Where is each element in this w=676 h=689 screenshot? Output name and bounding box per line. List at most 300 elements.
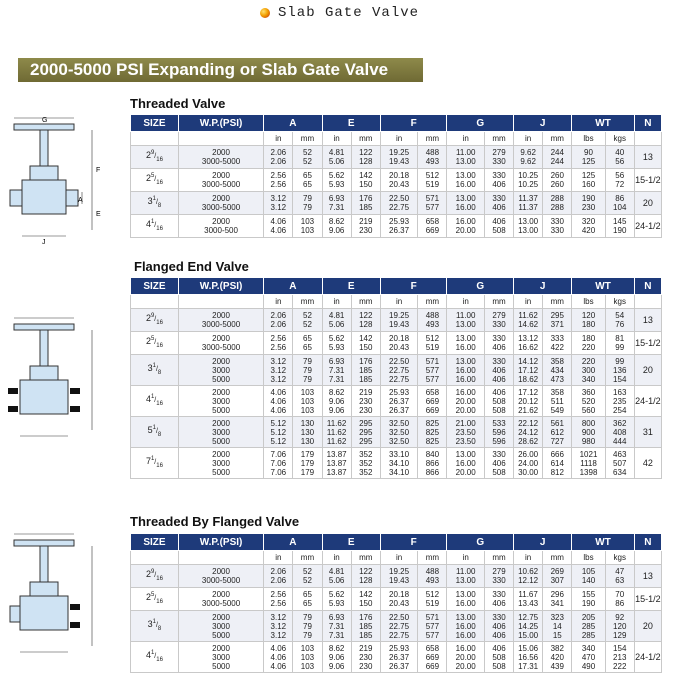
value-cell: 16.00 20.00 20.00 xyxy=(447,642,484,673)
dim-label-g: G xyxy=(42,117,48,124)
value-cell: 19.25 19.43 xyxy=(380,146,417,169)
unit-label: in xyxy=(514,295,543,309)
table-row xyxy=(131,355,662,386)
unit-label: kgs xyxy=(605,551,634,565)
size-numerator: 1 xyxy=(152,196,156,203)
value-cell: 13.00 13.00 xyxy=(514,215,543,238)
size-numerator: 1 xyxy=(150,219,155,226)
unit-label: in xyxy=(322,551,351,565)
value-cell: 330 330 xyxy=(543,215,572,238)
column-header-f: F xyxy=(380,115,447,132)
value-cell: 8.62 9.06 9.06 xyxy=(322,386,351,417)
value-cell: 330 406 xyxy=(484,332,513,355)
empty-cell xyxy=(178,295,263,309)
table-row xyxy=(131,215,662,238)
value-cell: 13.00 16.00 20.00 xyxy=(447,448,484,479)
value-cell: 512 519 xyxy=(418,169,447,192)
size-cell xyxy=(131,565,179,588)
value-cell: 8.62 9.06 9.06 xyxy=(322,642,351,673)
value-cell: 56 72 xyxy=(605,169,634,192)
size-numerator: 9 xyxy=(150,150,155,157)
value-cell: 4.06 4.06 4.06 xyxy=(264,386,293,417)
value-cell: 10.62 12.12 xyxy=(514,565,543,588)
size-denominator: 8 xyxy=(157,431,162,438)
wp-cell: 2000 3000-5000 xyxy=(178,146,263,169)
column-header-size: SIZE xyxy=(131,115,179,132)
value-cell: 13.00 16.00 xyxy=(447,192,484,215)
unit-label: mm xyxy=(484,551,513,565)
value-cell: 105 140 xyxy=(572,565,605,588)
value-cell: 269 307 xyxy=(543,565,572,588)
spec-table xyxy=(130,533,662,673)
size-whole: 4 xyxy=(145,394,151,405)
column-header-a: A xyxy=(264,534,322,551)
table-row xyxy=(131,417,662,448)
size-cell xyxy=(131,309,179,332)
empty-cell xyxy=(131,551,179,565)
value-cell: 330 406 xyxy=(484,192,513,215)
threaded-valve-drawing-icon xyxy=(6,112,110,248)
size-denominator: 16 xyxy=(156,656,163,663)
value-cell: 79 79 xyxy=(293,192,322,215)
value-cell: 142 150 xyxy=(351,588,380,611)
size-cell xyxy=(131,169,179,192)
column-header-j: J xyxy=(514,115,572,132)
page-header xyxy=(260,4,419,22)
value-cell: 5.62 5.93 xyxy=(322,332,351,355)
value-cell: 13.00 16.00 xyxy=(447,588,484,611)
wp-cell: 2000 3000-5000 xyxy=(178,169,263,192)
wp-cell: 2000 3000-5000 xyxy=(178,332,263,355)
value-cell: 103 103 xyxy=(293,215,322,238)
bullet-icon xyxy=(260,8,270,18)
value-cell: 333 422 xyxy=(543,332,572,355)
flanged-valve-drawing-icon xyxy=(6,312,110,448)
n-cell: 15-1/2 xyxy=(634,169,661,192)
table-row xyxy=(131,565,662,588)
unit-label: mm xyxy=(293,551,322,565)
value-cell: 296 341 xyxy=(543,588,572,611)
size-cell xyxy=(131,215,179,238)
value-cell: 4.81 5.06 xyxy=(322,565,351,588)
size-denominator: 16 xyxy=(156,319,163,326)
unit-label: mm xyxy=(484,295,513,309)
section-title: Flanged End Valve xyxy=(134,259,249,274)
value-cell: 8.62 9.06 xyxy=(322,215,351,238)
dim-label-e: E xyxy=(96,211,101,218)
value-cell: 190 230 xyxy=(572,192,605,215)
value-cell: 360 520 560 xyxy=(572,386,605,417)
value-cell: 19.25 19.43 xyxy=(380,309,417,332)
value-cell: 330 406 406 xyxy=(484,611,513,642)
value-cell: 11.62 11.62 11.62 xyxy=(322,417,351,448)
size-whole: 7 xyxy=(145,456,151,467)
wp-cell: 2000 3000 5000 xyxy=(178,448,263,479)
size-numerator: 9 xyxy=(150,569,155,576)
n-cell: 13 xyxy=(634,146,661,169)
wp-cell: 2000 3000-5000 xyxy=(178,192,263,215)
value-cell: 13.00 16.00 xyxy=(447,332,484,355)
value-cell: 52 52 xyxy=(293,146,322,169)
value-cell: 17.12 20.12 21.62 xyxy=(514,386,543,417)
value-cell: 180 220 xyxy=(572,332,605,355)
table-row xyxy=(131,386,662,417)
value-cell: 2.06 2.06 xyxy=(264,309,293,332)
size-cell xyxy=(131,386,179,417)
value-cell: 6.93 7.31 7.31 xyxy=(322,355,351,386)
table-row xyxy=(131,642,662,673)
value-cell: 122 128 xyxy=(351,309,380,332)
value-cell: 22.12 24.12 28.62 xyxy=(514,417,543,448)
column-header-wt: WT xyxy=(572,278,634,295)
size-cell xyxy=(131,588,179,611)
fraction-slash: / xyxy=(155,199,158,207)
value-cell: 488 493 xyxy=(418,146,447,169)
value-cell: 20.18 20.43 xyxy=(380,169,417,192)
unit-label: in xyxy=(264,132,293,146)
column-header-f: F xyxy=(380,534,447,551)
size-denominator: 16 xyxy=(156,462,163,469)
unit-label: mm xyxy=(418,551,447,565)
size-denominator: 16 xyxy=(156,400,163,407)
value-cell: 122 128 xyxy=(351,565,380,588)
value-cell: 10.25 10.25 xyxy=(514,169,543,192)
size-cell xyxy=(131,192,179,215)
value-cell: 2.56 2.56 xyxy=(264,169,293,192)
table-row xyxy=(131,309,662,332)
value-cell: 11.00 13.00 xyxy=(447,146,484,169)
size-cell xyxy=(131,642,179,673)
size-numerator: 1 xyxy=(152,619,156,626)
column-header-wt: WT xyxy=(572,534,634,551)
wp-cell: 2000 3000 5000 xyxy=(178,417,263,448)
column-header-j: J xyxy=(514,278,572,295)
fraction-slash: / xyxy=(155,366,158,374)
fraction-slash: / xyxy=(154,316,157,324)
value-cell: 840 866 866 xyxy=(418,448,447,479)
fraction-slash: / xyxy=(154,222,157,230)
value-cell: 92 120 129 xyxy=(605,611,634,642)
value-cell: 99 136 154 xyxy=(605,355,634,386)
fraction-slash: / xyxy=(155,622,158,630)
value-cell: 22.50 22.75 22.75 xyxy=(380,611,417,642)
value-cell: 320 420 xyxy=(572,215,605,238)
value-cell: 103 103 103 xyxy=(293,642,322,673)
column-header-wp: W.P.(PSI) xyxy=(178,534,263,551)
value-cell: 358 434 473 xyxy=(543,355,572,386)
table-row xyxy=(131,448,662,479)
value-cell: 79 79 79 xyxy=(293,355,322,386)
column-header-e: E xyxy=(322,278,380,295)
column-header-e: E xyxy=(322,115,380,132)
value-cell: 2.56 2.56 xyxy=(264,588,293,611)
value-cell: 11.67 13.43 xyxy=(514,588,543,611)
value-cell: 13.00 16.00 16.00 xyxy=(447,355,484,386)
wp-cell: 2000 3000 5000 xyxy=(178,386,263,417)
size-numerator: 1 xyxy=(152,363,156,370)
size-cell xyxy=(131,417,179,448)
size-whole: 3 xyxy=(147,619,153,630)
column-header-a: A xyxy=(264,278,322,295)
unit-label: in xyxy=(380,132,417,146)
size-numerator: 1 xyxy=(150,394,155,401)
unit-label: in xyxy=(380,551,417,565)
value-cell: 2.56 2.56 xyxy=(264,332,293,355)
column-header-g: G xyxy=(447,534,514,551)
section-banner: 2000-5000 PSI Expanding or Slab Gate Valve xyxy=(18,58,423,82)
value-cell: 825 825 825 xyxy=(418,417,447,448)
value-cell: 219 230 230 xyxy=(351,642,380,673)
value-cell: 362 408 444 xyxy=(605,417,634,448)
size-cell xyxy=(131,332,179,355)
value-cell: 142 150 xyxy=(351,332,380,355)
value-cell: 120 180 xyxy=(572,309,605,332)
unit-label: in xyxy=(322,132,351,146)
value-cell: 16.00 20.00 xyxy=(447,215,484,238)
size-whole: 3 xyxy=(147,196,153,207)
value-cell: 16.00 20.00 20.00 xyxy=(447,386,484,417)
unit-label: mm xyxy=(543,132,572,146)
value-cell: 176 185 xyxy=(351,192,380,215)
column-header-wt: WT xyxy=(572,115,634,132)
size-whole: 2 xyxy=(145,592,151,603)
fraction-slash: / xyxy=(155,428,158,436)
value-cell: 406 508 508 xyxy=(484,642,513,673)
value-cell: 279 330 xyxy=(484,309,513,332)
value-cell: 179 179 179 xyxy=(293,448,322,479)
empty-cell xyxy=(131,295,179,309)
value-cell: 86 104 xyxy=(605,192,634,215)
value-cell: 154 213 222 xyxy=(605,642,634,673)
value-cell: 125 160 xyxy=(572,169,605,192)
size-denominator: 16 xyxy=(156,156,163,163)
n-cell: 42 xyxy=(634,448,661,479)
size-numerator: 5 xyxy=(150,336,155,343)
value-cell: 2.06 2.06 xyxy=(264,565,293,588)
fraction-slash: / xyxy=(154,176,157,184)
wp-cell: 2000 3000 5000 xyxy=(178,642,263,673)
n-cell: 31 xyxy=(634,417,661,448)
value-cell: 352 352 352 xyxy=(351,448,380,479)
size-cell xyxy=(131,355,179,386)
value-cell: 4.81 5.06 xyxy=(322,309,351,332)
value-cell: 65 65 xyxy=(293,332,322,355)
value-cell: 65 65 xyxy=(293,169,322,192)
size-whole: 5 xyxy=(147,425,153,436)
value-cell: 25.93 26.37 26.37 xyxy=(380,386,417,417)
n-cell: 15-1/2 xyxy=(634,332,661,355)
value-cell: 288 288 xyxy=(543,192,572,215)
column-header-size: SIZE xyxy=(131,278,179,295)
value-cell: 330 406 406 xyxy=(484,355,513,386)
value-cell: 800 900 980 xyxy=(572,417,605,448)
section-title: Threaded By Flanged Valve xyxy=(130,514,300,529)
value-cell: 5.62 5.93 xyxy=(322,588,351,611)
section-title: Threaded Valve xyxy=(130,96,226,111)
value-cell: 330 406 508 xyxy=(484,448,513,479)
page-title: Slab Gate Valve xyxy=(278,5,420,21)
column-header-g: G xyxy=(447,115,514,132)
value-cell: 52 52 xyxy=(293,565,322,588)
value-cell: 295 371 xyxy=(543,309,572,332)
value-cell: 11.00 13.00 xyxy=(447,309,484,332)
unit-label: in xyxy=(264,295,293,309)
value-cell: 571 577 xyxy=(418,192,447,215)
value-cell: 2.06 2.06 xyxy=(264,146,293,169)
unit-label: mm xyxy=(418,295,447,309)
size-whole: 4 xyxy=(145,650,151,661)
dim-label-a: A xyxy=(78,197,83,204)
value-cell: 463 507 634 xyxy=(605,448,634,479)
value-cell: 21.00 23.50 23.50 xyxy=(447,417,484,448)
size-denominator: 8 xyxy=(157,202,162,209)
value-cell: 512 519 xyxy=(418,588,447,611)
unit-label: lbs xyxy=(572,551,605,565)
size-whole: 3 xyxy=(147,363,153,374)
value-cell: 25.93 26.37 26.37 xyxy=(380,642,417,673)
value-cell: 382 420 439 xyxy=(543,642,572,673)
value-cell: 145 190 xyxy=(605,215,634,238)
value-cell: 142 150 xyxy=(351,169,380,192)
value-cell: 3.12 3.12 3.12 xyxy=(264,611,293,642)
column-header-g: G xyxy=(447,278,514,295)
column-header-wp: W.P.(PSI) xyxy=(178,278,263,295)
n-cell: 24-1/2 xyxy=(634,642,661,673)
wp-cell: 2000 3000-5000 xyxy=(178,565,263,588)
unit-label: in xyxy=(447,295,484,309)
value-cell: 9.62 9.62 xyxy=(514,146,543,169)
size-cell xyxy=(131,448,179,479)
empty-cell xyxy=(178,551,263,565)
wp-cell: 2000 3000 5000 xyxy=(178,611,263,642)
value-cell: 14.12 17.12 18.62 xyxy=(514,355,543,386)
value-cell: 5.62 5.93 xyxy=(322,169,351,192)
size-numerator: 5 xyxy=(150,592,155,599)
value-cell: 130 130 130 xyxy=(293,417,322,448)
unit-label: kgs xyxy=(605,132,634,146)
value-cell: 19.25 19.43 xyxy=(380,565,417,588)
table-row xyxy=(131,146,662,169)
value-cell: 163 235 254 xyxy=(605,386,634,417)
value-cell: 666 614 812 xyxy=(543,448,572,479)
value-cell: 20.18 20.43 xyxy=(380,588,417,611)
value-cell: 3.12 3.12 xyxy=(264,192,293,215)
value-cell: 561 612 727 xyxy=(543,417,572,448)
table-row xyxy=(131,169,662,192)
value-cell: 571 577 577 xyxy=(418,355,447,386)
spec-table xyxy=(130,114,662,238)
n-cell: 13 xyxy=(634,309,661,332)
size-cell xyxy=(131,146,179,169)
empty-cell xyxy=(131,132,179,146)
size-numerator: 1 xyxy=(150,456,155,463)
value-cell: 103 103 103 xyxy=(293,386,322,417)
unit-label: mm xyxy=(293,132,322,146)
value-cell: 279 330 xyxy=(484,565,513,588)
dim-label-j: J xyxy=(42,239,46,246)
threaded-flanged-valve-drawing-icon xyxy=(6,528,110,664)
size-whole: 2 xyxy=(145,569,151,580)
value-cell: 219 230 230 xyxy=(351,386,380,417)
value-cell: 122 128 xyxy=(351,146,380,169)
value-cell: 4.06 4.06 4.06 xyxy=(264,642,293,673)
value-cell: 658 669 669 xyxy=(418,642,447,673)
value-cell: 176 185 185 xyxy=(351,355,380,386)
size-denominator: 16 xyxy=(156,598,163,605)
n-cell: 20 xyxy=(634,611,661,642)
wp-cell: 2000 3000-5000 xyxy=(178,588,263,611)
value-cell: 70 86 xyxy=(605,588,634,611)
value-cell: 219 230 xyxy=(351,215,380,238)
unit-label: lbs xyxy=(572,295,605,309)
value-cell: 25.93 26.37 xyxy=(380,215,417,238)
size-whole: 4 xyxy=(145,219,151,230)
unit-label: in xyxy=(264,551,293,565)
value-cell: 533 596 596 xyxy=(484,417,513,448)
wp-cell: 2000 3000-5000 xyxy=(178,309,263,332)
value-cell: 79 79 79 xyxy=(293,611,322,642)
n-cell: 15-1/2 xyxy=(634,588,661,611)
value-cell: 260 260 xyxy=(543,169,572,192)
value-cell: 90 125 xyxy=(572,146,605,169)
value-cell: 4.06 4.06 xyxy=(264,215,293,238)
size-whole: 2 xyxy=(145,173,151,184)
value-cell: 65 65 xyxy=(293,588,322,611)
value-cell: 7.06 7.06 7.06 xyxy=(264,448,293,479)
value-cell: 11.00 13.00 xyxy=(447,565,484,588)
value-cell: 81 99 xyxy=(605,332,634,355)
size-denominator: 16 xyxy=(156,575,163,582)
wp-cell: 2000 3000 5000 xyxy=(178,355,263,386)
size-numerator: 5 xyxy=(150,173,155,180)
value-cell: 22.50 22.75 22.75 xyxy=(380,355,417,386)
value-cell: 406 508 xyxy=(484,215,513,238)
unit-label: mm xyxy=(351,295,380,309)
unit-label: in xyxy=(514,132,543,146)
unit-label: lbs xyxy=(572,132,605,146)
size-denominator: 8 xyxy=(157,625,162,632)
table-row xyxy=(131,332,662,355)
unit-label: mm xyxy=(351,132,380,146)
n-cell: 20 xyxy=(634,192,661,215)
value-cell: 6.93 7.31 7.31 xyxy=(322,611,351,642)
value-cell: 6.93 7.31 xyxy=(322,192,351,215)
n-cell: 24-1/2 xyxy=(634,386,661,417)
value-cell: 205 285 285 xyxy=(572,611,605,642)
size-cell xyxy=(131,611,179,642)
empty-cell xyxy=(634,295,661,309)
empty-cell xyxy=(634,551,661,565)
size-whole: 2 xyxy=(145,150,151,161)
column-header-e: E xyxy=(322,534,380,551)
value-cell: 512 519 xyxy=(418,332,447,355)
wp-cell: 2000 3000-500 xyxy=(178,215,263,238)
column-header-n: N xyxy=(634,115,661,132)
value-cell: 488 493 xyxy=(418,309,447,332)
table-row xyxy=(131,192,662,215)
unit-label: mm xyxy=(543,551,572,565)
value-cell: 488 493 xyxy=(418,565,447,588)
value-cell: 52 52 xyxy=(293,309,322,332)
value-cell: 13.00 16.00 16.00 xyxy=(447,611,484,642)
value-cell: 5.12 5.12 5.12 xyxy=(264,417,293,448)
value-cell: 3.12 3.12 3.12 xyxy=(264,355,293,386)
empty-cell xyxy=(634,132,661,146)
fraction-slash: / xyxy=(154,339,157,347)
table-row xyxy=(131,611,662,642)
fraction-slash: / xyxy=(154,595,157,603)
size-whole: 2 xyxy=(145,313,151,324)
